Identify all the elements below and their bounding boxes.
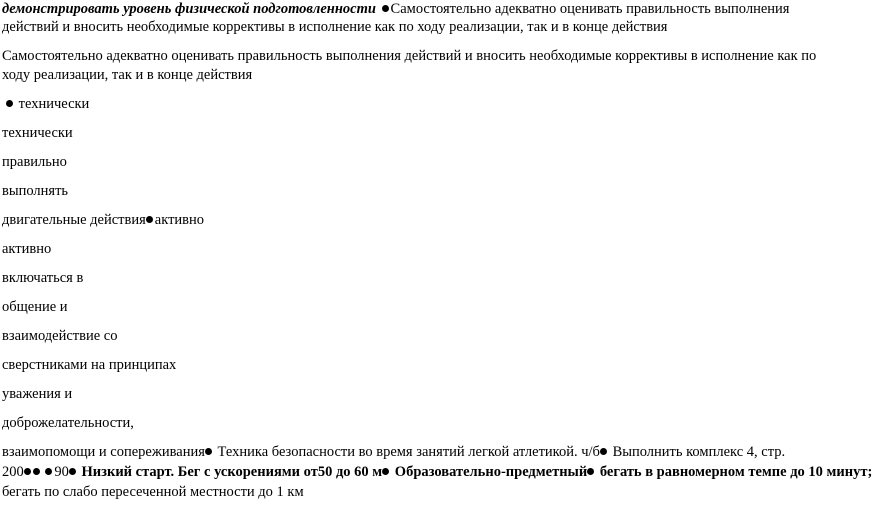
word-text: доброжелательности, <box>2 415 134 431</box>
bullet-icon <box>24 468 31 475</box>
text-line-2 <box>2 18 667 36</box>
bullet-icon <box>33 468 40 475</box>
last-line-1 <box>2 443 785 461</box>
last-line2-a: 200 <box>2 464 24 480</box>
word-line <box>2 356 176 374</box>
last-line2-d: Образовательно-предметный <box>394 464 588 480</box>
para2-line1-text: Самостоятельно адекватно оценивать правильность выполнения действий и вносить необходимые коррективы в исполнение как по <box>2 48 817 64</box>
word-line <box>2 182 68 200</box>
last-line3-text: бегать по слабо пересеченной местности до 1 км <box>2 484 304 500</box>
last-line1-c: Выполнить комплекс 4, стр. <box>612 444 786 460</box>
word-line <box>2 385 72 403</box>
para1-line1-text: Самостоятельно адекватно оценивать правильность выполнения <box>390 1 790 17</box>
word-text: сверстниками на принципах <box>2 357 177 373</box>
word-line <box>2 240 51 258</box>
word-text: технически <box>2 125 73 141</box>
motor-actions-line <box>2 211 204 229</box>
last-line-3 <box>2 483 304 501</box>
bullet-icon <box>382 5 389 12</box>
bullet-icon <box>6 100 13 107</box>
word-text: взаимодействие со <box>2 328 118 344</box>
last-line1-a: взаимопомощи и сопереживания <box>2 444 205 460</box>
bullet-icon <box>45 468 52 475</box>
word-line <box>2 298 68 316</box>
para2-line2-text: ходу реализации, так и в конце действия <box>2 67 253 83</box>
word-text: выполнять <box>2 183 69 199</box>
word-text: общение и <box>2 299 68 315</box>
motor-actions-text: двигательные действия <box>2 212 146 228</box>
word-line <box>2 124 73 142</box>
word-line <box>2 414 134 432</box>
word-text: включаться в <box>2 270 84 286</box>
bullet-icon <box>600 448 607 455</box>
last-line1-b: Техника безопасности во время занятий легкой атлетикой. ч/б <box>217 444 600 460</box>
motor-actions-tail: активно <box>154 212 205 228</box>
para1-line2-text: действий и вносить необходимые коррективы в исполнение как по ходу реализации, так и в конце действия <box>2 19 668 35</box>
bullet-icon <box>382 468 389 475</box>
bullet-line <box>2 95 89 113</box>
text-line-4 <box>2 66 252 84</box>
word-line <box>2 153 67 171</box>
bullet-icon <box>146 216 153 223</box>
word-text: правильно <box>2 154 67 170</box>
word-line <box>2 327 117 345</box>
bullet-text: технически <box>18 96 90 112</box>
last-line-2 <box>2 463 872 481</box>
bullet-icon <box>587 468 594 475</box>
word-line <box>2 269 83 287</box>
last-line2-b: 90 <box>54 464 69 480</box>
text-line-1 <box>2 0 789 18</box>
last-line2-c: Низкий старт. Бег с ускорениями от50 до 60 м <box>81 464 383 480</box>
last-line2-e: бегать в равномерном темпе до 10 минут; <box>599 464 872 480</box>
word-text: уважения и <box>2 386 73 402</box>
bullet-icon <box>69 468 76 475</box>
bullet-icon <box>205 448 212 455</box>
text-line-3 <box>2 47 816 65</box>
heading-italic: демонстрировать уровень физической подготовленности <box>2 1 376 17</box>
word-text: активно <box>2 241 52 257</box>
